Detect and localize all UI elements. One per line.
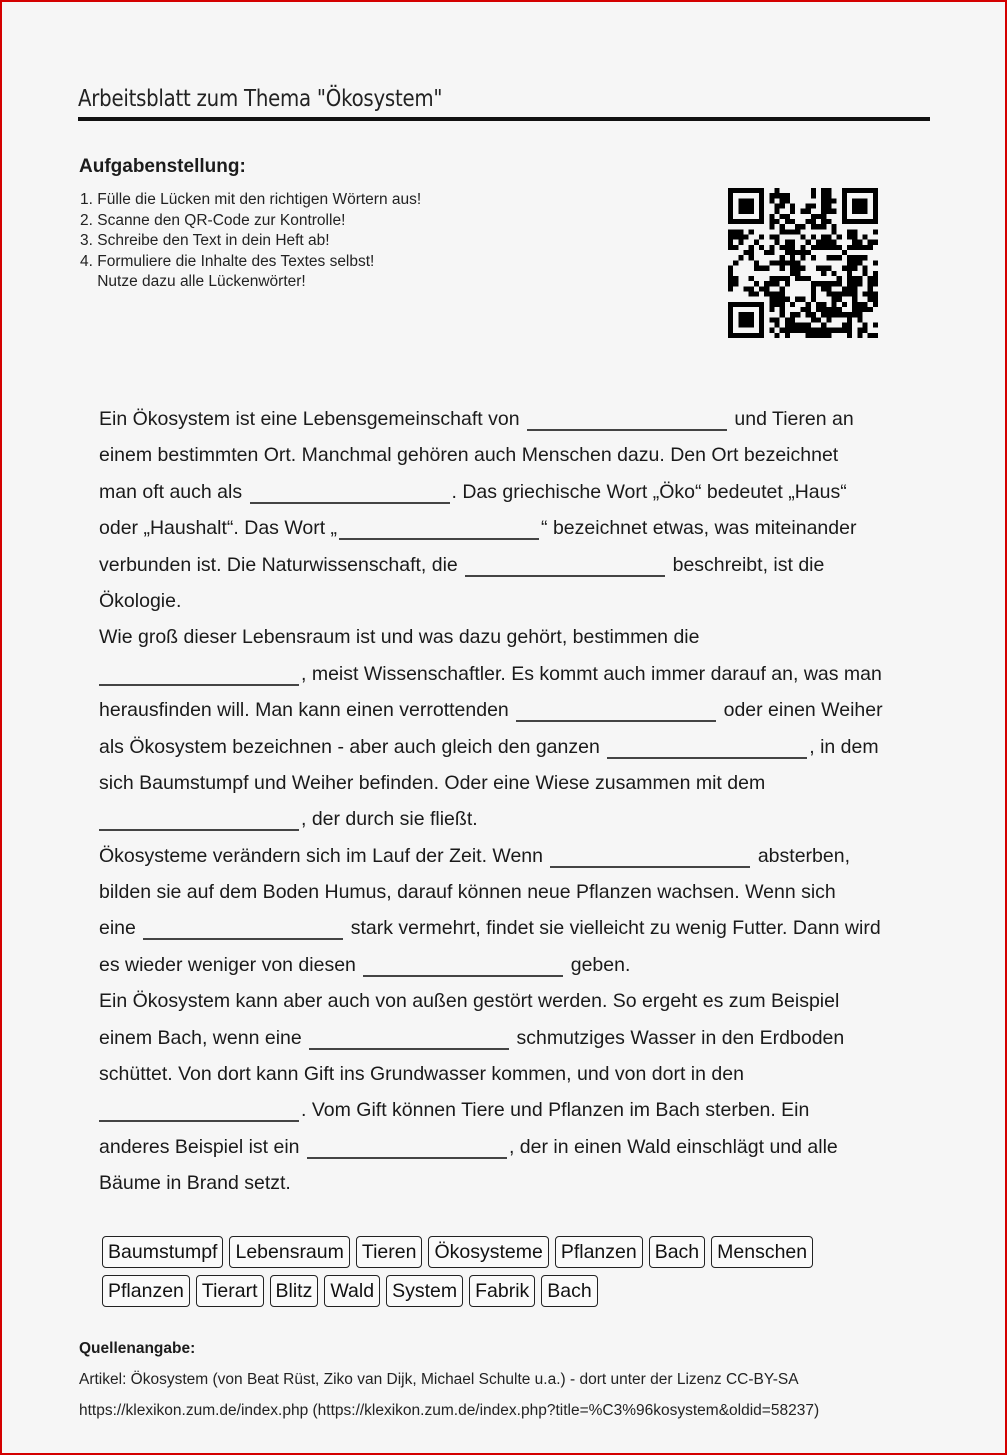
text-line xyxy=(99,1165,929,1201)
text-line xyxy=(99,729,929,765)
text-line xyxy=(99,547,929,583)
text-segment: einem bestimmten Ort. Manchmal gehören auch Menschen dazu. Den Ort bezeichnet xyxy=(99,444,839,467)
text-line xyxy=(99,656,929,692)
text-line xyxy=(99,765,929,801)
task-item: 2. Scanne den QR-Code zur Kontrolle! xyxy=(80,211,346,229)
text-segment: oder „Haushalt“. Das Wort „ xyxy=(99,517,338,540)
text-line xyxy=(99,474,929,510)
task-item: 3. Schreibe den Text in dein Heft ab! xyxy=(80,232,330,250)
text-line xyxy=(99,801,929,837)
word-chip[interactable]: Bach xyxy=(649,1236,705,1268)
word-bank-row xyxy=(102,1236,902,1268)
text-line xyxy=(99,1129,929,1165)
text-segment: verbunden ist. Die Naturwissenschaft, die xyxy=(99,553,464,576)
text-line xyxy=(99,947,929,983)
page-title: Arbeitsblatt zum Thema "Ökosystem" xyxy=(78,86,443,112)
text-segment: geben. xyxy=(565,953,631,976)
text-segment: Bäume in Brand setzt. xyxy=(99,1172,291,1195)
source-heading: Quellenangabe: xyxy=(79,1340,196,1357)
word-chip[interactable]: Wald xyxy=(324,1275,380,1307)
text-segment: Ökosysteme verändern sich im Lauf der Zeit. Wenn xyxy=(99,844,549,867)
text-line xyxy=(99,510,929,546)
task-heading: Aufgabenstellung: xyxy=(79,156,246,177)
text-segment: Wie groß dieser Lebensraum ist und was dazu gehört, bestimmen die xyxy=(99,626,700,649)
text-line xyxy=(99,910,929,946)
blank-gap[interactable] xyxy=(527,409,727,431)
blank-gap[interactable] xyxy=(465,555,665,577)
text-line xyxy=(99,692,929,728)
blank-gap[interactable] xyxy=(339,518,539,540)
task-item: 4. Formuliere die Inhalte des Textes selbst! xyxy=(80,252,375,270)
text-line xyxy=(99,1056,929,1092)
blank-gap[interactable] xyxy=(99,664,299,686)
word-chip[interactable]: System xyxy=(386,1275,463,1307)
text-segment: absterben, xyxy=(752,844,850,867)
text-line xyxy=(99,437,929,473)
text-segment: “ bezeichnet etwas, was miteinander xyxy=(541,517,857,540)
task-item: Nutze dazu alle Lückenwörter! xyxy=(80,273,306,291)
cloze-text xyxy=(99,401,929,1202)
word-chip[interactable]: Baumstumpf xyxy=(102,1236,223,1268)
text-segment: , meist Wissenschaftler. Es kommt auch immer darauf an, was man xyxy=(301,662,882,685)
blank-gap[interactable] xyxy=(99,809,299,831)
text-segment: bilden sie auf dem Boden Humus, darauf können neue Pflanzen wachsen. Wenn sich xyxy=(99,881,836,904)
word-chip[interactable]: Tieren xyxy=(356,1236,423,1268)
text-segment: schüttet. Von dort kann Gift ins Grundwasser kommen, und von dort in den xyxy=(99,1063,744,1086)
text-line xyxy=(99,983,929,1019)
text-segment: es wieder weniger von diesen xyxy=(99,953,362,976)
text-segment: , der durch sie fließt. xyxy=(301,808,478,831)
qr-code-icon[interactable] xyxy=(728,188,878,338)
text-segment: Ein Ökosystem ist eine Lebensgemeinschaft von xyxy=(99,408,525,430)
text-segment: eine xyxy=(99,917,142,940)
word-bank xyxy=(102,1236,902,1314)
text-segment: Ein Ökosystem kann aber auch von außen gestört werden. So ergeht es zum Beispiel xyxy=(99,990,840,1013)
text-segment: und Tieren an xyxy=(728,408,854,430)
text-segment: herausfinden will. Man kann einen verrottenden xyxy=(99,699,515,722)
text-line xyxy=(99,1092,929,1128)
blank-gap[interactable] xyxy=(99,1100,299,1122)
text-segment: Ökologie. xyxy=(99,589,182,612)
source-article: Artikel: Ökosystem (von Beat Rüst, Ziko van Dijk, Michael Schulte u.a.) - dort unter der Lizenz CC-BY-SA xyxy=(79,1371,799,1388)
text-segment: . Das griechische Wort „Öko“ bedeutet „Haus“ xyxy=(451,480,847,503)
text-segment: sich Baumstumpf und Weiher befinden. Oder eine Wiese zusammen mit dem xyxy=(99,771,766,794)
word-bank-row xyxy=(102,1275,902,1307)
blank-gap[interactable] xyxy=(550,846,750,868)
title-underline xyxy=(78,117,930,121)
text-line xyxy=(99,619,929,655)
source-url: https://klexikon.zum.de/index.php (https://klexikon.zum.de/index.php?title=%C3%96kosystem&oldid=58237) xyxy=(79,1402,820,1419)
text-segment: als Ökosystem bezeichnen - aber auch gleich den ganzen xyxy=(99,735,606,758)
text-segment: oder einen Weiher xyxy=(718,699,883,722)
text-segment: , in dem xyxy=(809,735,879,758)
blank-gap[interactable] xyxy=(607,737,807,759)
blank-gap[interactable] xyxy=(516,700,716,722)
word-chip[interactable]: Menschen xyxy=(711,1236,813,1268)
blank-gap[interactable] xyxy=(250,482,450,504)
text-line xyxy=(99,1020,929,1056)
word-chip[interactable]: Fabrik xyxy=(469,1275,535,1307)
text-segment: anderes Beispiel ist ein xyxy=(99,1135,305,1158)
text-segment: stark vermehrt, findet sie vielleicht zu wenig Futter. Dann wird xyxy=(345,917,881,940)
blank-gap[interactable] xyxy=(363,955,563,977)
blank-gap[interactable] xyxy=(143,918,343,940)
word-chip[interactable]: Tierart xyxy=(196,1275,264,1307)
text-line xyxy=(99,583,929,619)
text-segment: einem Bach, wenn eine xyxy=(99,1026,308,1049)
text-segment: , der in einen Wald einschlägt und alle xyxy=(508,1135,838,1158)
text-segment: schmutziges Wasser in den Erdboden xyxy=(511,1026,845,1049)
word-chip[interactable]: Blitz xyxy=(270,1275,319,1307)
text-segment: man oft auch als xyxy=(99,480,248,503)
text-segment: . Vom Gift können Tiere und Pflanzen im Bach sterben. Ein xyxy=(301,1099,810,1122)
word-chip[interactable]: Pflanzen xyxy=(102,1275,190,1307)
word-chip[interactable]: Ökosysteme xyxy=(428,1236,548,1268)
text-segment: beschreibt, ist die xyxy=(667,553,825,576)
word-chip[interactable]: Pflanzen xyxy=(555,1236,643,1268)
task-item: 1. Fülle die Lücken mit den richtigen Wörtern aus! xyxy=(80,191,422,208)
task-list xyxy=(80,190,680,293)
blank-gap[interactable] xyxy=(307,1137,507,1159)
text-line xyxy=(99,401,929,437)
text-line xyxy=(99,874,929,910)
blank-gap[interactable] xyxy=(309,1028,509,1050)
text-line xyxy=(99,838,929,874)
word-chip[interactable]: Bach xyxy=(541,1275,597,1307)
word-chip[interactable]: Lebensraum xyxy=(229,1236,349,1268)
